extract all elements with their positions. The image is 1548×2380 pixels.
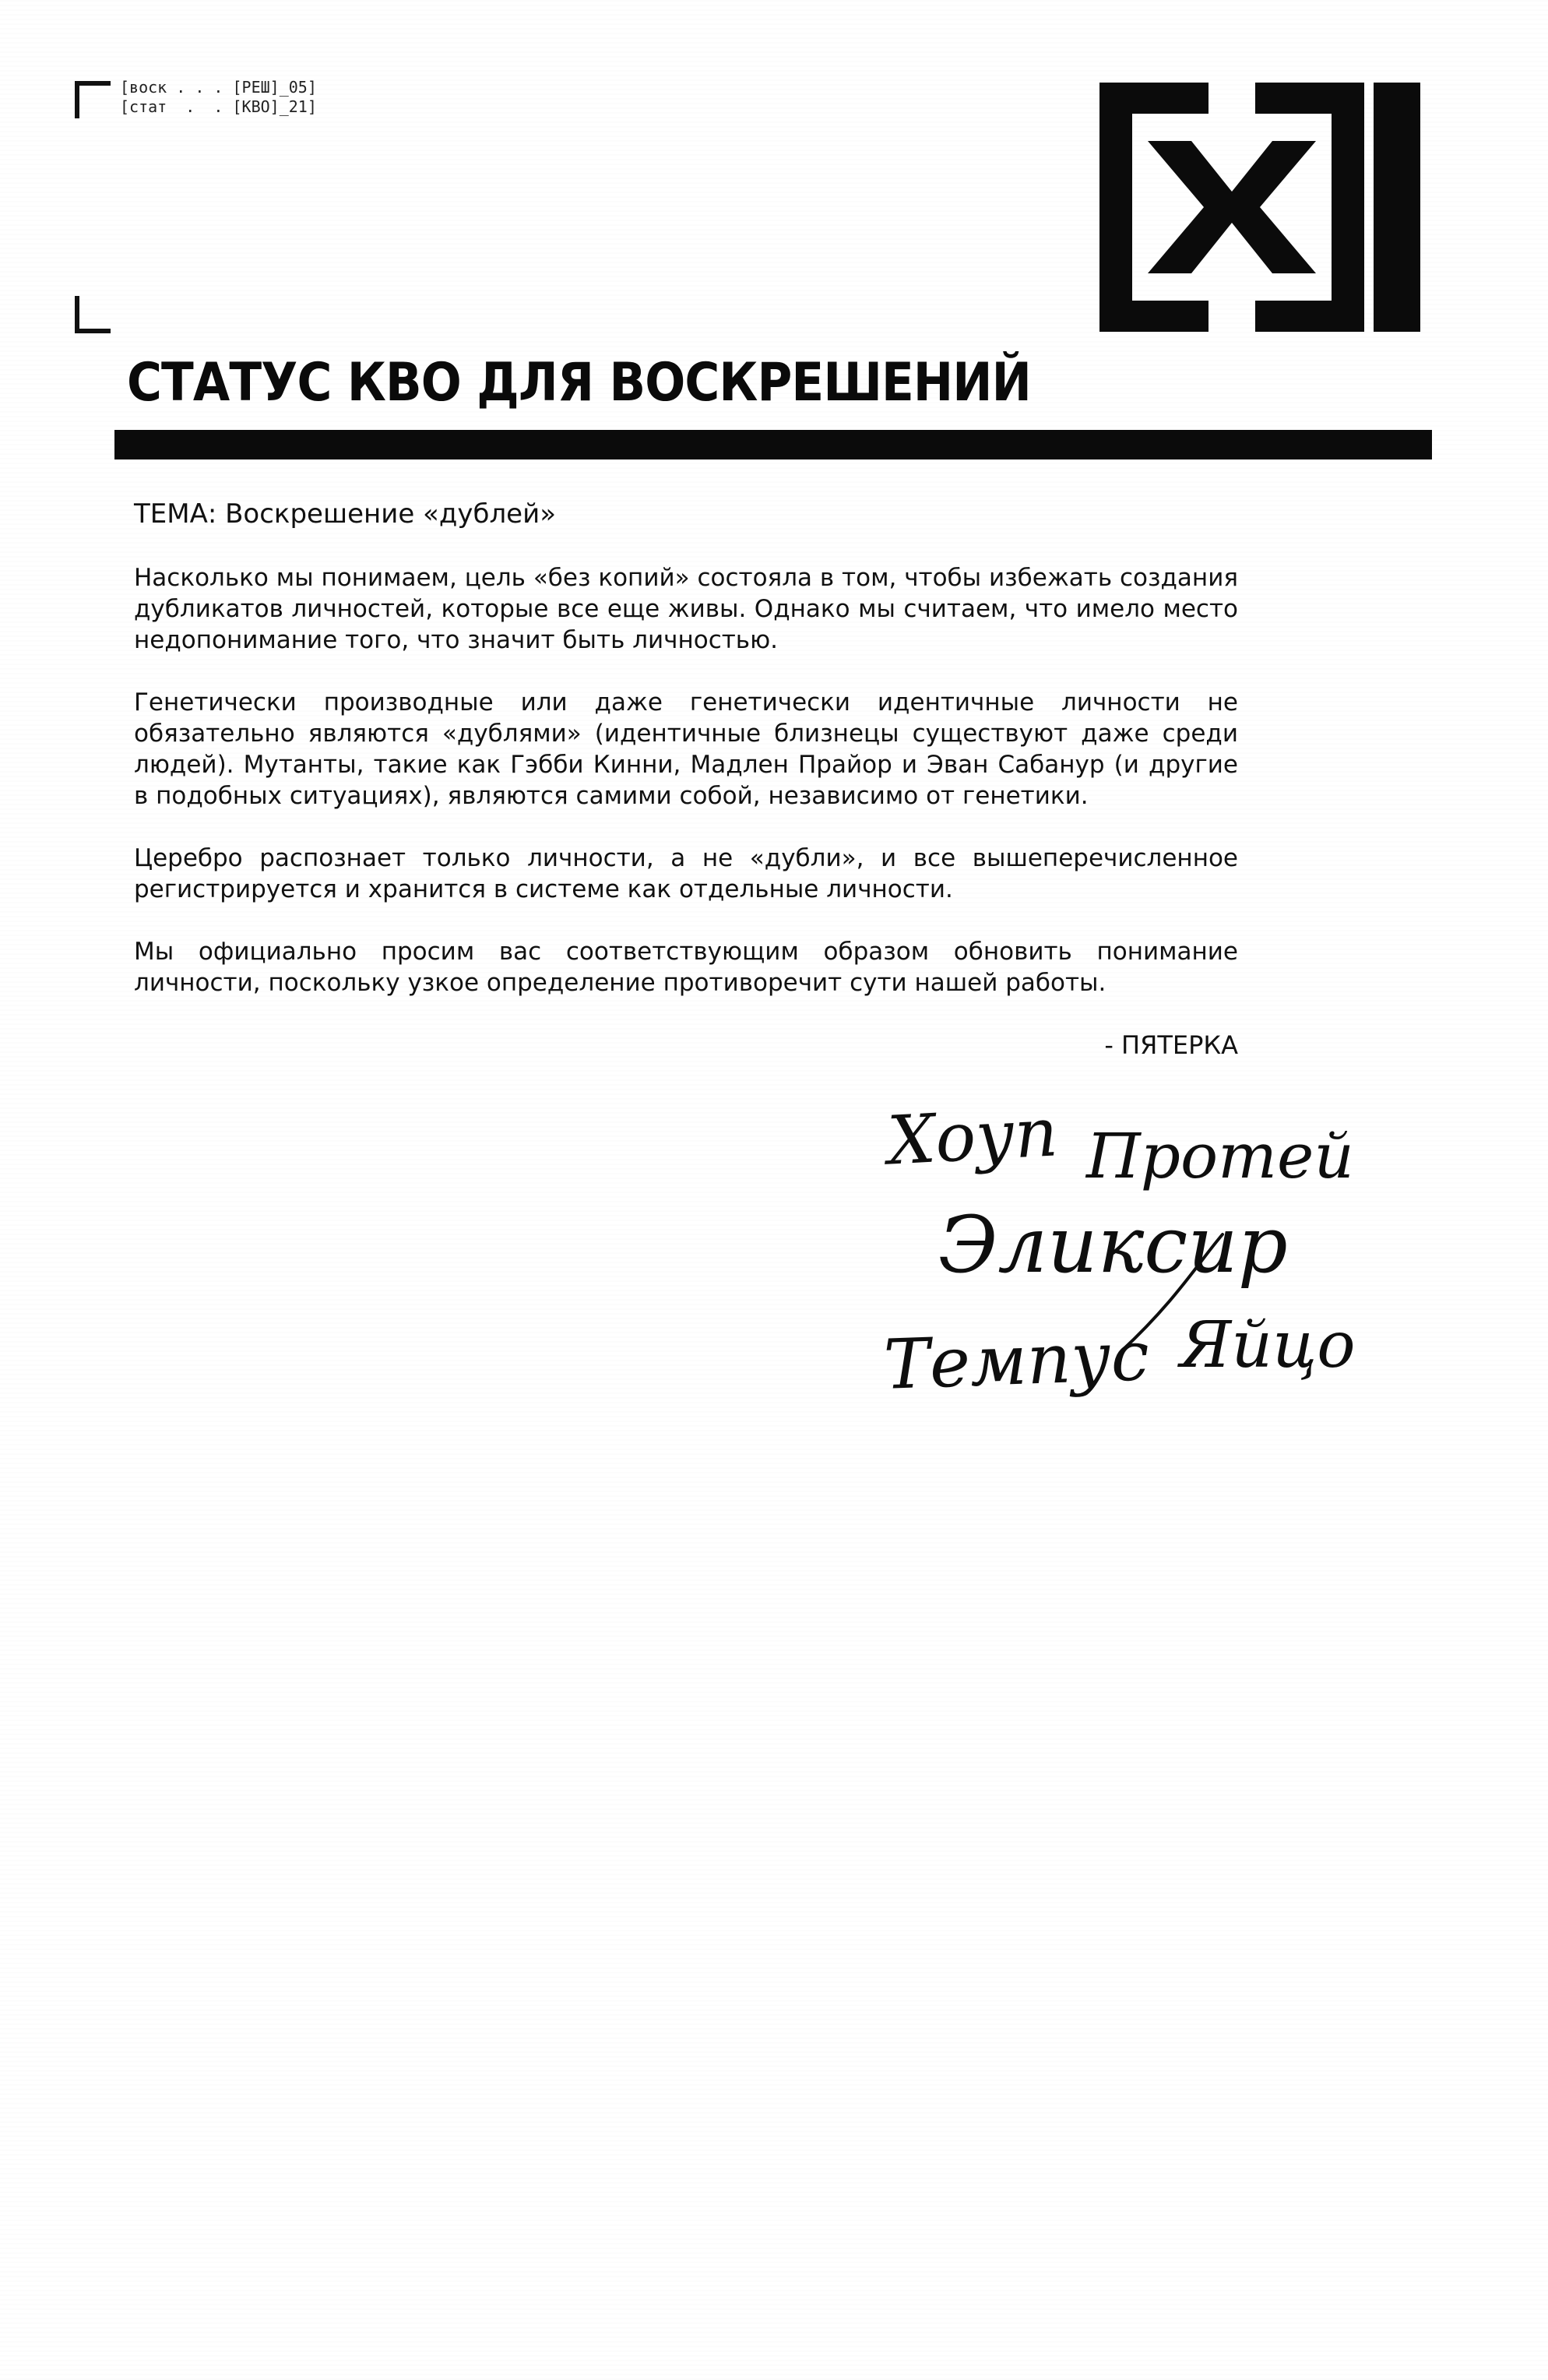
signature-elixir: Эликсир bbox=[938, 1199, 1288, 1290]
ref-code-line: [воск . . . [РЕШ]_05] bbox=[120, 78, 317, 97]
signature-egg: Яйцо bbox=[1180, 1308, 1356, 1382]
corner-bracket-bottom-left bbox=[75, 296, 111, 333]
x-men-logo bbox=[1099, 83, 1420, 332]
subject-line: ТЕМА: Воскрешение «дублей» bbox=[134, 498, 556, 530]
title-rule bbox=[114, 430, 1432, 459]
reference-codes bbox=[120, 78, 317, 117]
corner-bracket-top-left bbox=[75, 81, 111, 118]
paragraph: Насколько мы понимаем, цель «без копий» состояла в том, чтобы избежать создания дубликатов личностей, которые все еще живы. Однако мы считаем, что имело место недопонимание того, что значит быть личностью. bbox=[134, 564, 1238, 654]
paragraph: Мы официально просим вас соответствующим образом обновить понимание личности, поскольку узкое определение противоречит сути нашей работы. bbox=[134, 938, 1238, 997]
page-title: СТАТУС КВО ДЛЯ ВОСКРЕШЕНИЙ bbox=[127, 352, 1031, 414]
signature-proteus: Протей bbox=[1086, 1120, 1354, 1192]
ref-code-line: [стат . . [КВО]_21] bbox=[120, 97, 317, 116]
paragraph: Церебро распознает только личности, а не «дубли», и все вышеперечисленное регистрируется и хранится в системе как отдельные личности. bbox=[134, 844, 1238, 903]
signature-tempus: Темпус bbox=[882, 1315, 1151, 1405]
sign-off: - ПЯТЕРКА bbox=[1104, 1030, 1238, 1060]
paragraph: Генетически производные или даже генетически идентичные личности не обязательно являются «дублями» (идентичные близнецы существуют даже среди людей). Мутанты, такие как Гэбби Кинни, Мадлен Прайор и Эван Сабанур (и другие в подобных ситуациях), являются самими собой, независимо от генетики. bbox=[134, 688, 1238, 810]
signature-hope: Хоуп bbox=[885, 1093, 1060, 1181]
document-body bbox=[134, 498, 1238, 1061]
